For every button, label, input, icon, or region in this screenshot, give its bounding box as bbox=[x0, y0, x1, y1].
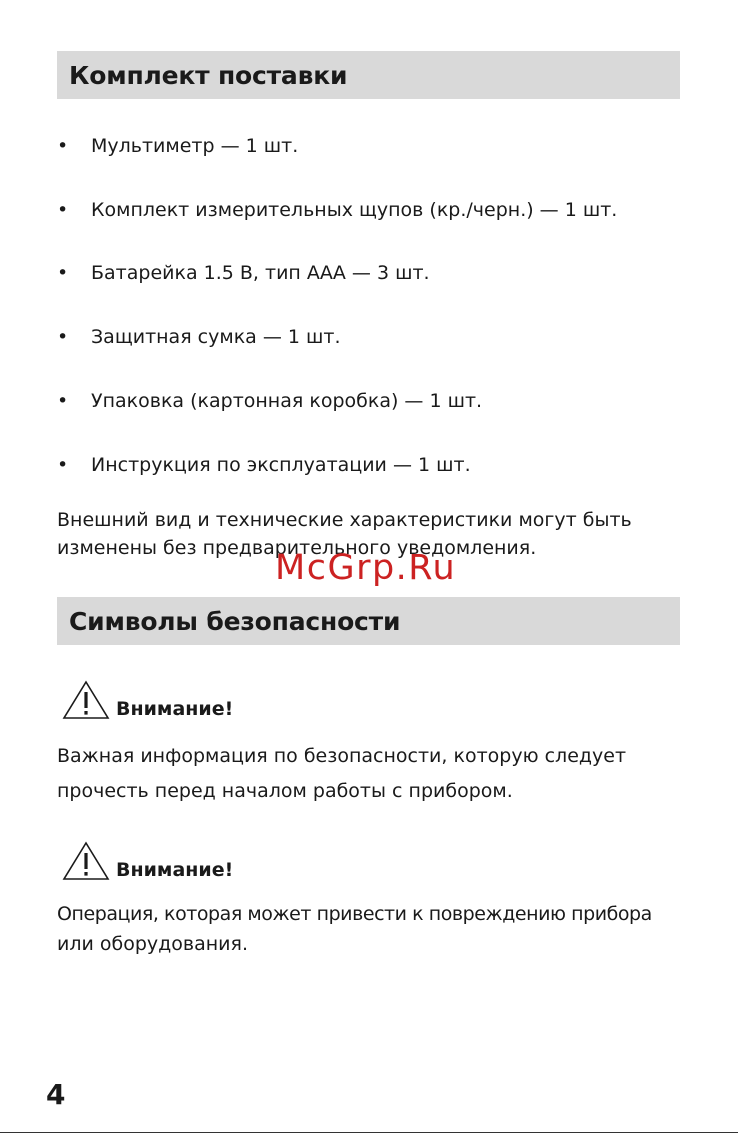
warning-heading bbox=[62, 680, 233, 720]
warning-triangle-icon bbox=[62, 841, 110, 881]
list-item-text: Мультиметр — 1 шт. bbox=[91, 135, 299, 157]
warning-label: Внимание! bbox=[116, 698, 234, 720]
page-number: 4 bbox=[46, 1078, 66, 1111]
warning-description bbox=[57, 739, 687, 809]
section-title-safety: Символы безопасности bbox=[69, 606, 401, 636]
bullet-icon: • bbox=[57, 454, 69, 476]
list-item-text: Комплект измерительных щупов (кр./черн.) — 1 шт. bbox=[91, 199, 618, 221]
warning-heading bbox=[62, 841, 233, 881]
list-item-text: Батарейка 1.5 В, тип ААА — 3 шт. bbox=[91, 262, 430, 284]
warning-description bbox=[57, 899, 687, 959]
section-header-delivery bbox=[57, 51, 680, 99]
list-item-text: Инструкция по эксплуатации — 1 шт. bbox=[91, 454, 471, 476]
warning-text-line: Важная информация по безопасности, которую следует bbox=[57, 745, 627, 767]
warning-text-line: Операция, которая может привести к повреждению прибора bbox=[57, 903, 652, 925]
list-item-text: Упаковка (картонная коробка) — 1 шт. bbox=[91, 390, 483, 412]
watermark: McGrp.Ru bbox=[275, 548, 457, 588]
bullet-icon: • bbox=[57, 135, 69, 157]
bullet-icon: • bbox=[57, 326, 69, 348]
list-item-text: Защитная сумка — 1 шт. bbox=[91, 326, 341, 348]
warning-triangle-icon bbox=[62, 680, 110, 720]
bullet-icon: • bbox=[57, 199, 69, 221]
bullet-icon: • bbox=[57, 262, 69, 284]
section-header-safety bbox=[57, 597, 680, 645]
bullet-icon: • bbox=[57, 390, 69, 412]
warning-label: Внимание! bbox=[116, 859, 234, 881]
section-title-delivery: Комплект поставки bbox=[69, 60, 348, 90]
disclaimer-line: изменены без предварительного уведомления. bbox=[57, 537, 537, 559]
disclaimer-line: Внешний вид и технические характеристики могут быть bbox=[57, 509, 632, 531]
warning-text-line: прочесть перед началом работы с прибором. bbox=[57, 780, 513, 802]
warning-text-line: или оборудования. bbox=[57, 933, 248, 955]
footer-rule bbox=[0, 1132, 738, 1133]
